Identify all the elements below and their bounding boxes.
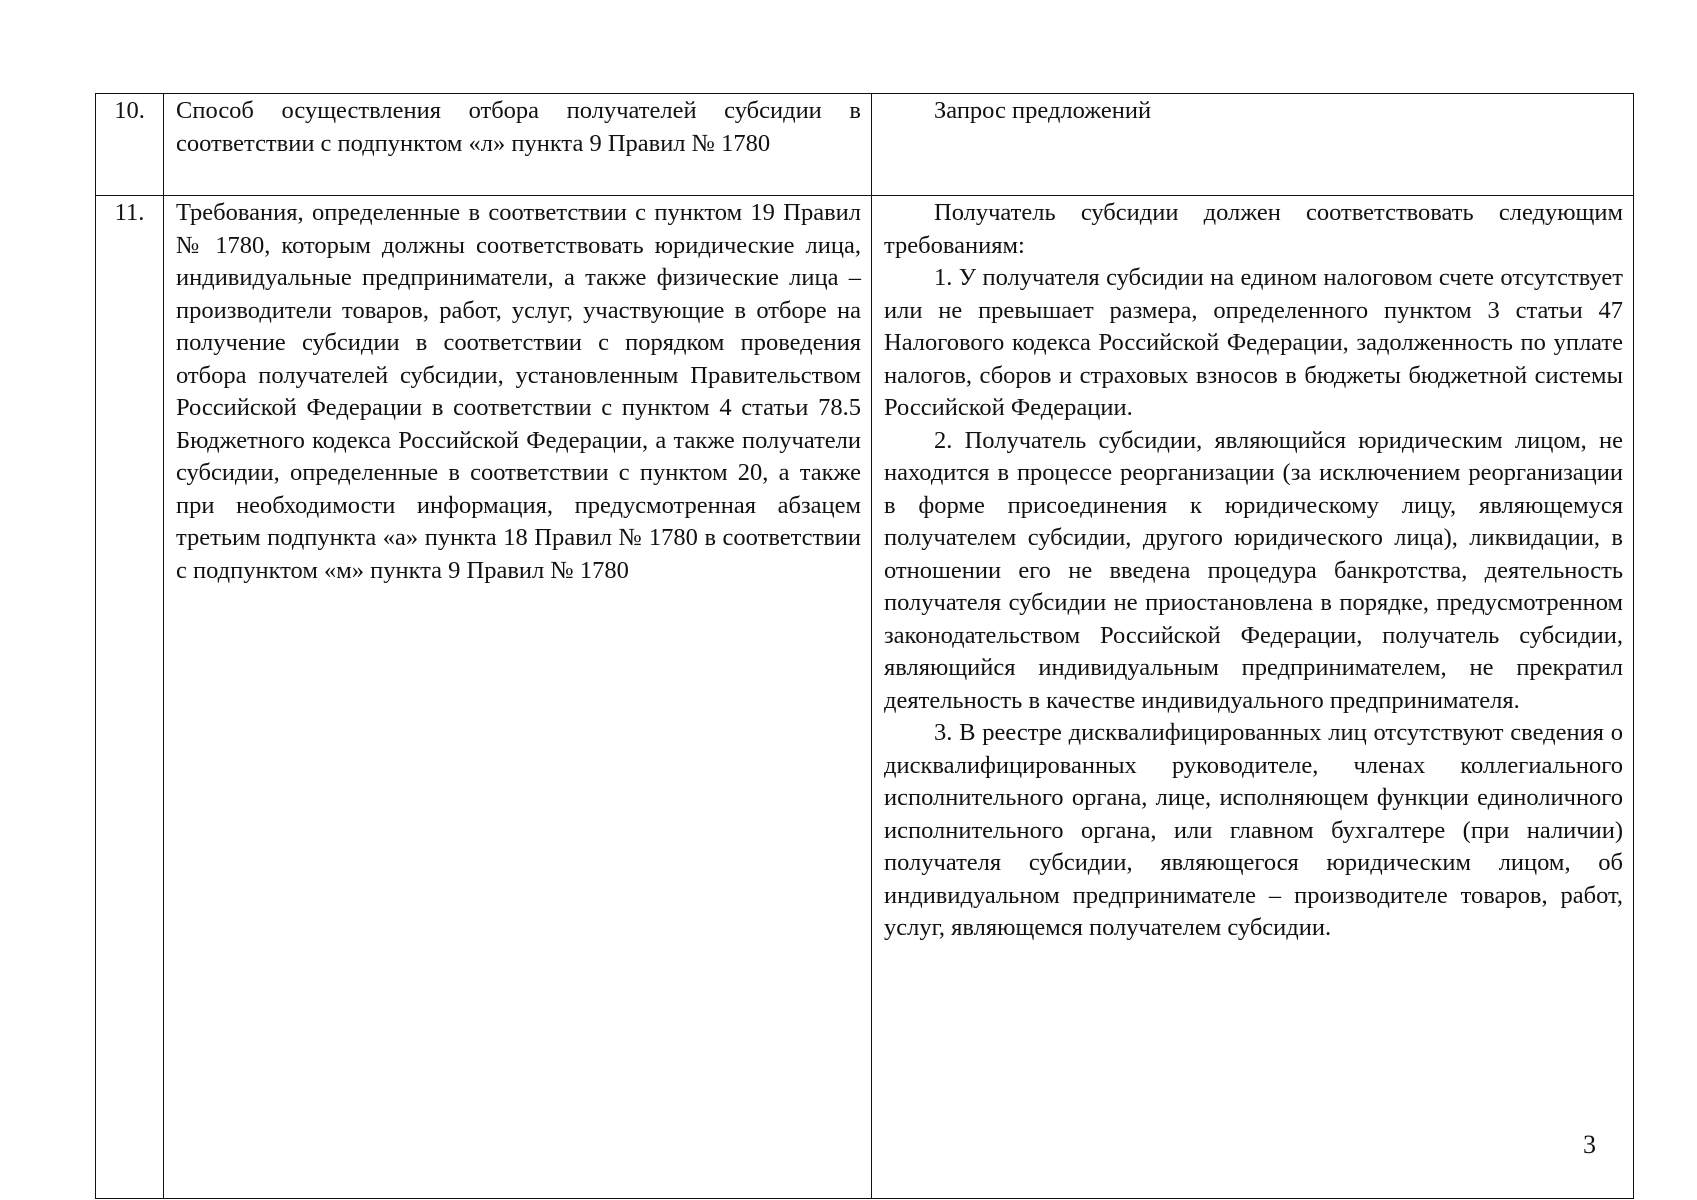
row-name: Способ осуществления отбора получателей субсидии в соответствии с подпунктом «л» пункта 9 Правил № 1780 [176, 97, 861, 157]
row-name: Требования, определенные в соответствии с пунктом 19 Правил № 1780, которым должны соответствовать юридические лица, индивидуальные предприниматели, а также физические лица – производители товаров, работ, услуг, участвующие в отборе на получение субсидии в соответствии с порядком проведения отбора получателей субсидии, установленным Правительством Российской Федерации в соответствии с пунктом 4 статьи 78.5 Бюджетного кодекса Российской Федерации, а также получатели субсидии, определенные в соответствии с пунктом 20, а также при необходимости информация, предусмотренная абзацем третьим подпункта «а» пункта 18 Правил № 1780 в соответствии с подпунктом «м» пункта 9 Правил № 1780 [176, 199, 861, 584]
table-row [96, 94, 1634, 196]
row-value-cell [872, 196, 1634, 1199]
row-value-paragraph: Запрос предложений [934, 97, 1152, 124]
row-number: 10. [96, 94, 164, 196]
table-row [96, 196, 1634, 1199]
row-value-paragraph: 3. В реестре дисквалифицированных лиц отсутствуют сведения о дисквалифицированных руководителе, членах коллегиального исполнительного органа, лице, исполняющем функции единоличного исполнительного органа, или главном бухгалтере (при наличии) получателя субсидии, являющегося юридическим лицом, об индивидуальном предпринимателе – производителе товаров, работ, услуг, являющемся получателем субсидии. [884, 719, 1623, 941]
row-number: 11. [96, 196, 164, 1199]
requirements-table [95, 93, 1634, 1199]
row-name-cell [164, 94, 872, 196]
row-value-paragraph: Получатель субсидии должен соответствовать следующим требованиям: [884, 199, 1623, 259]
row-value-cell [872, 94, 1634, 196]
row-value-paragraph: 1. У получателя субсидии на едином налоговом счете отсутствует или не превышает размера, определенного пунктом 3 статьи 47 Налогового кодекса Российской Федерации, задолженность по уплате налогов, сборов и страховых взносов в бюджеты бюджетной системы Российской Федерации. [884, 264, 1623, 421]
row-value-paragraph: 2. Получатель субсидии, являющийся юридическим лицом, не находится в процессе реорганизации (за исключением реорганизации в форме присоединения к юридическому лицу, являющемуся получателем субсидии, другого юридического лица), ликвидации, в отношении его не введена процедура банкротства, деятельность получателя субсидии не приостановлена в порядке, предусмотренном законодательством Российской Федерации, получатель субсидии, являющийся индивидуальным предпринимателем, не прекратил деятельность в качестве индивидуального предпринимателя. [884, 426, 1623, 714]
row-name-cell [164, 196, 872, 1199]
page-number: 3 [1583, 1130, 1596, 1159]
